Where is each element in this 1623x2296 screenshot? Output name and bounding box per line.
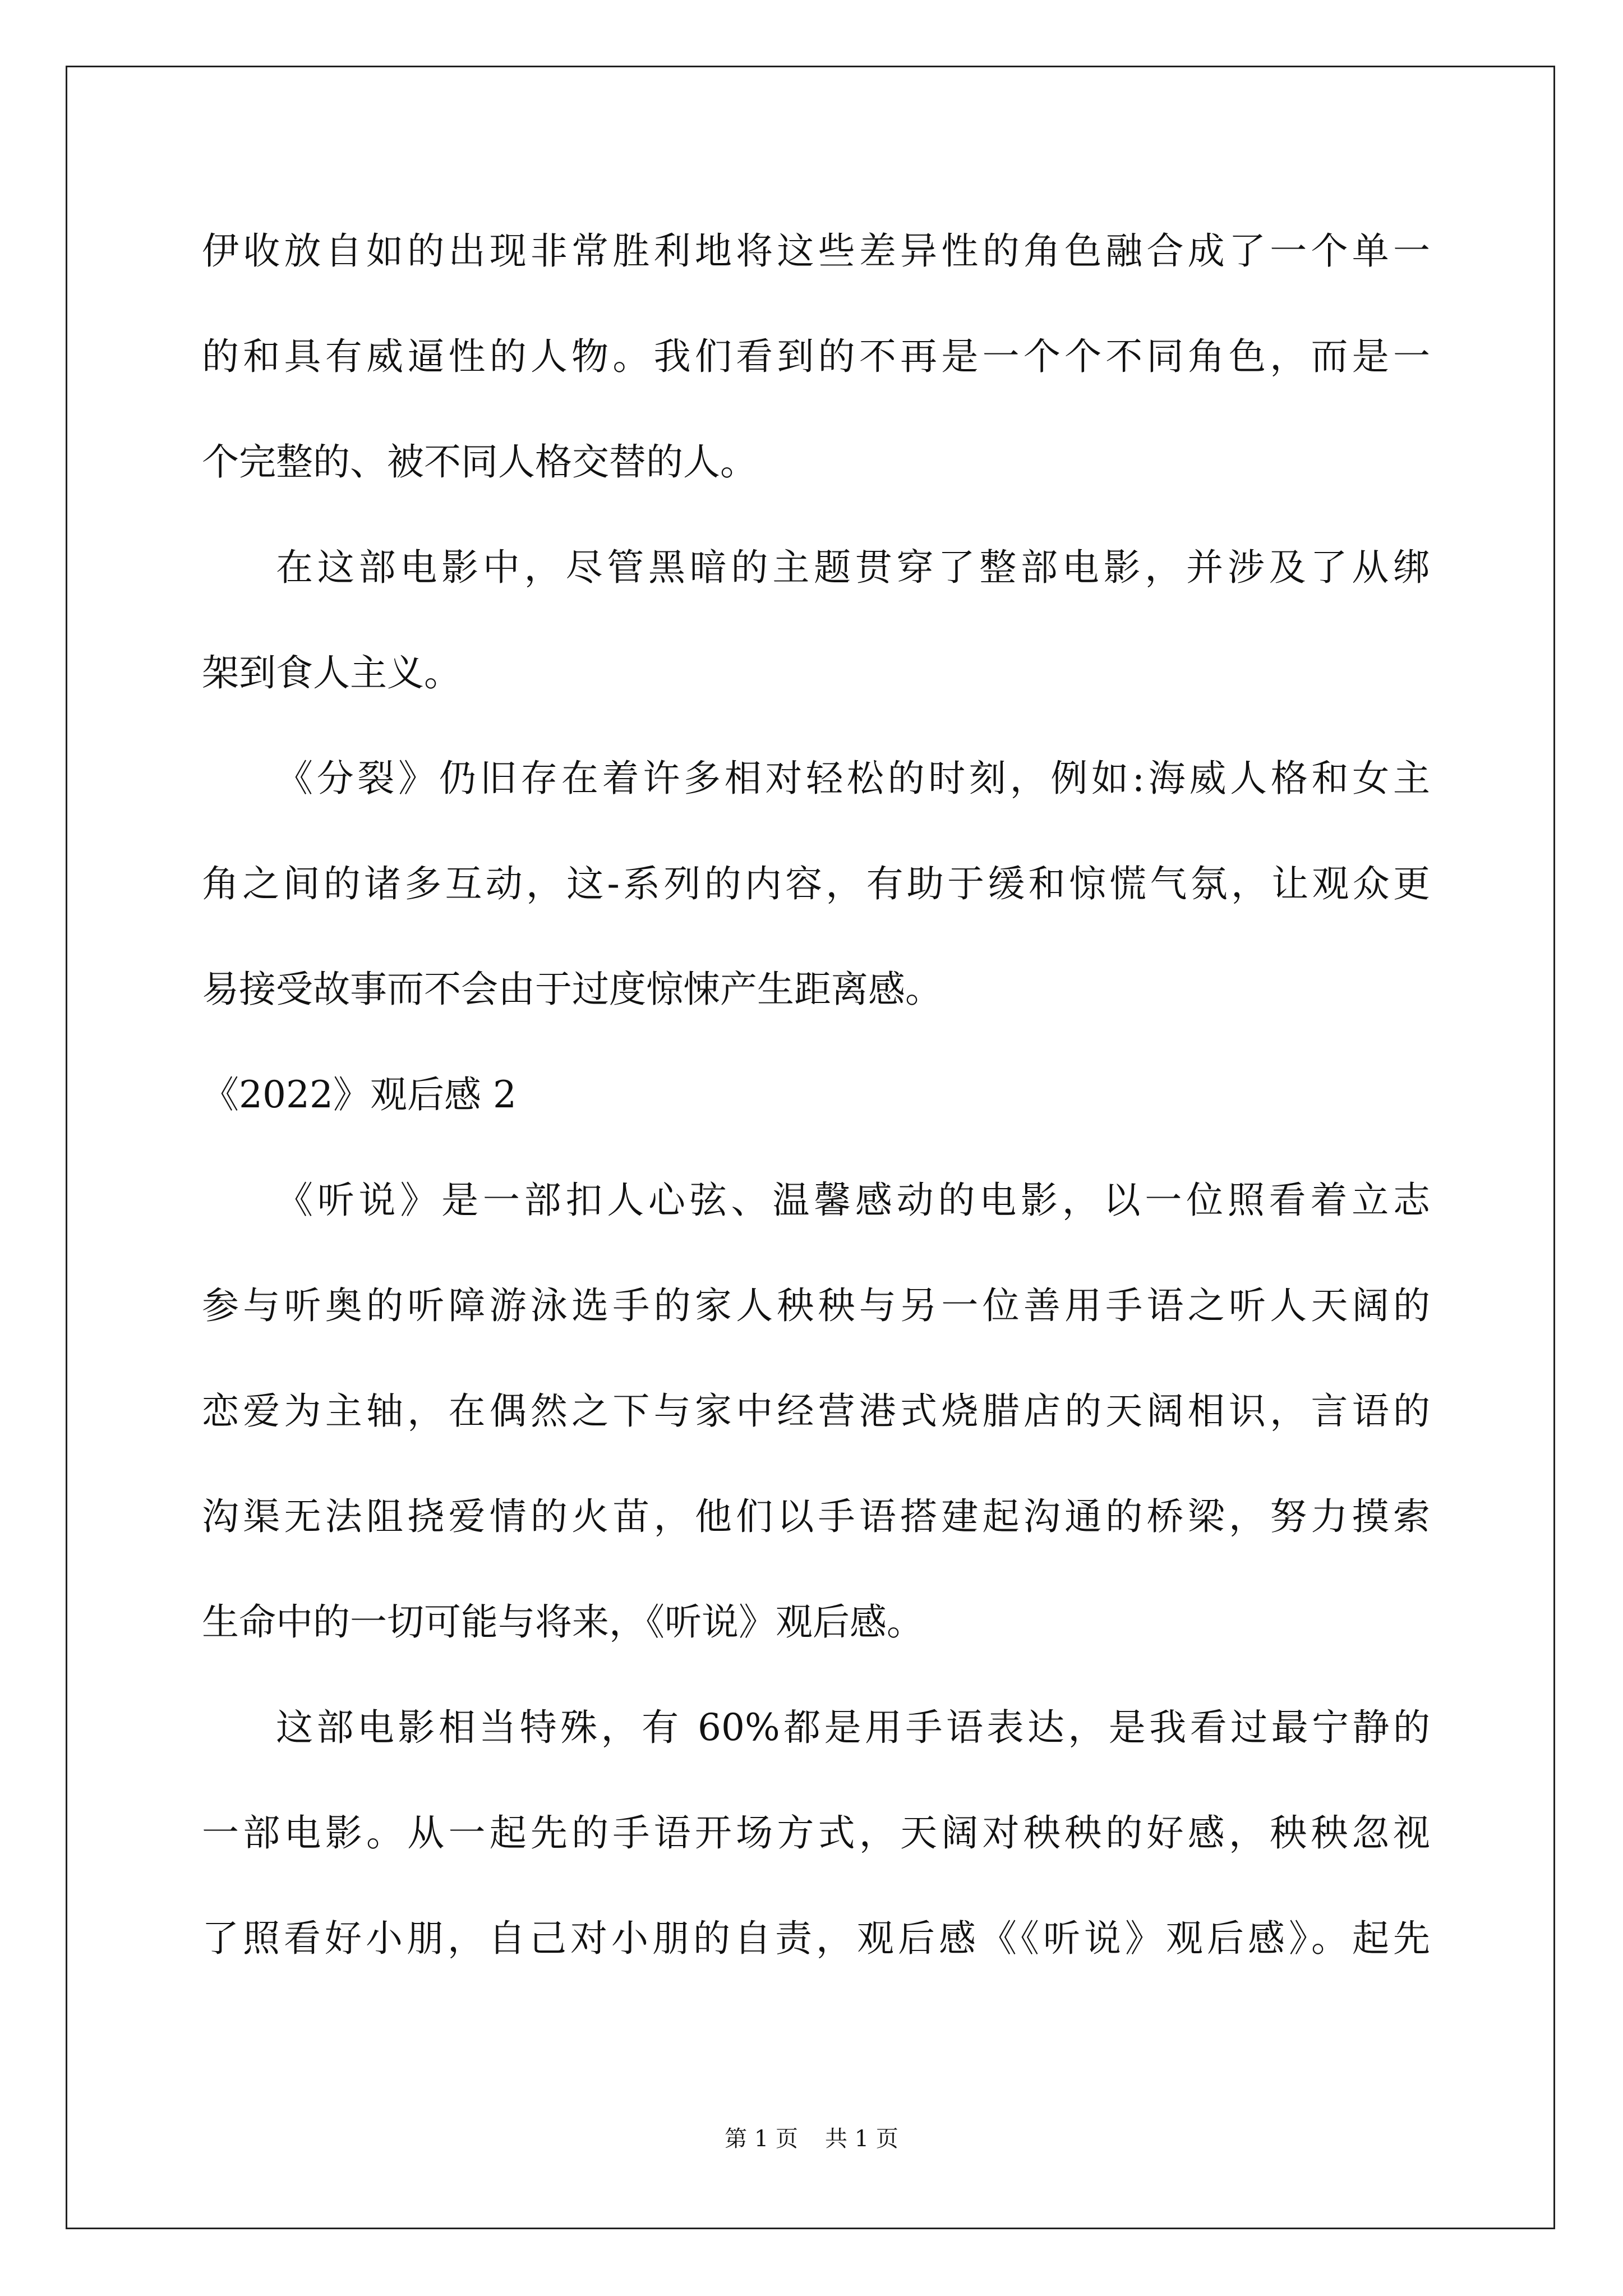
paragraph-line: 在这部电影中，尽管黑暗的主题贯穿了整部电影，并涉及了从绑 [276, 546, 1430, 589]
paragraph-line: 了照看好小朋，自己对小朋的自责，观后感《《听说》观后感》。起先 [202, 1917, 1430, 1960]
paragraph-line: 个完整的、被不同人格交替的人。 [202, 440, 757, 484]
paragraph-line: 一部电影。从一起先的手语开场方式，天阔对秧秧的好感，秧秧忽视 [202, 1811, 1430, 1855]
paragraph-line: 《分裂》仍旧存在着许多相对轻松的时刻，例如:海威人格和女主 [276, 757, 1430, 800]
paragraph-line: 这部电影相当特殊，有 60%都是用手语表达，是我看过最宁静的 [276, 1706, 1430, 1749]
total-pages: 共 1 页 [825, 2126, 898, 2152]
paragraph-line: 《听说》是一部扣人心弦、温馨感动的电影，以一位照看着立志 [276, 1179, 1430, 1222]
paragraph-line: 的和具有威逼性的人物。我们看到的不再是一个个不同角色，而是一 [202, 335, 1430, 378]
paragraph-line: 生命中的一切可能与将来，《听说》观后感。 [202, 1600, 924, 1644]
page-footer [0, 2125, 1623, 2153]
paragraph-line: 易接受故事而不会由于过度惊悚产生距离感。 [202, 968, 942, 1011]
section-heading: 《2022》观后感 2 [202, 1073, 517, 1116]
paragraph-line: 伊收放自如的出现非常胜利地将这些差异性的角色融合成了一个单一 [202, 229, 1430, 273]
page-number: 第 1 页 [725, 2126, 798, 2152]
document-body [202, 214, 1430, 2007]
paragraph-line: 参与听奥的听障游泳选手的家人秧秧与另一位善用手语之听人天阔的 [202, 1284, 1430, 1327]
paragraph-line: 沟渠无法阻挠爱情的火苗，他们以手语搭建起沟通的桥梁，努力摸索 [202, 1495, 1430, 1538]
paragraph-line: 角之间的诸多互动，这-系列的内容，有助于缓和惊慌气氛，让观众更 [202, 862, 1430, 905]
paragraph-line: 架到食人主义。 [202, 651, 461, 694]
paragraph-line: 恋爱为主轴，在偶然之下与家中经营港式烧腊店的天阔相识，言语的 [202, 1389, 1430, 1433]
